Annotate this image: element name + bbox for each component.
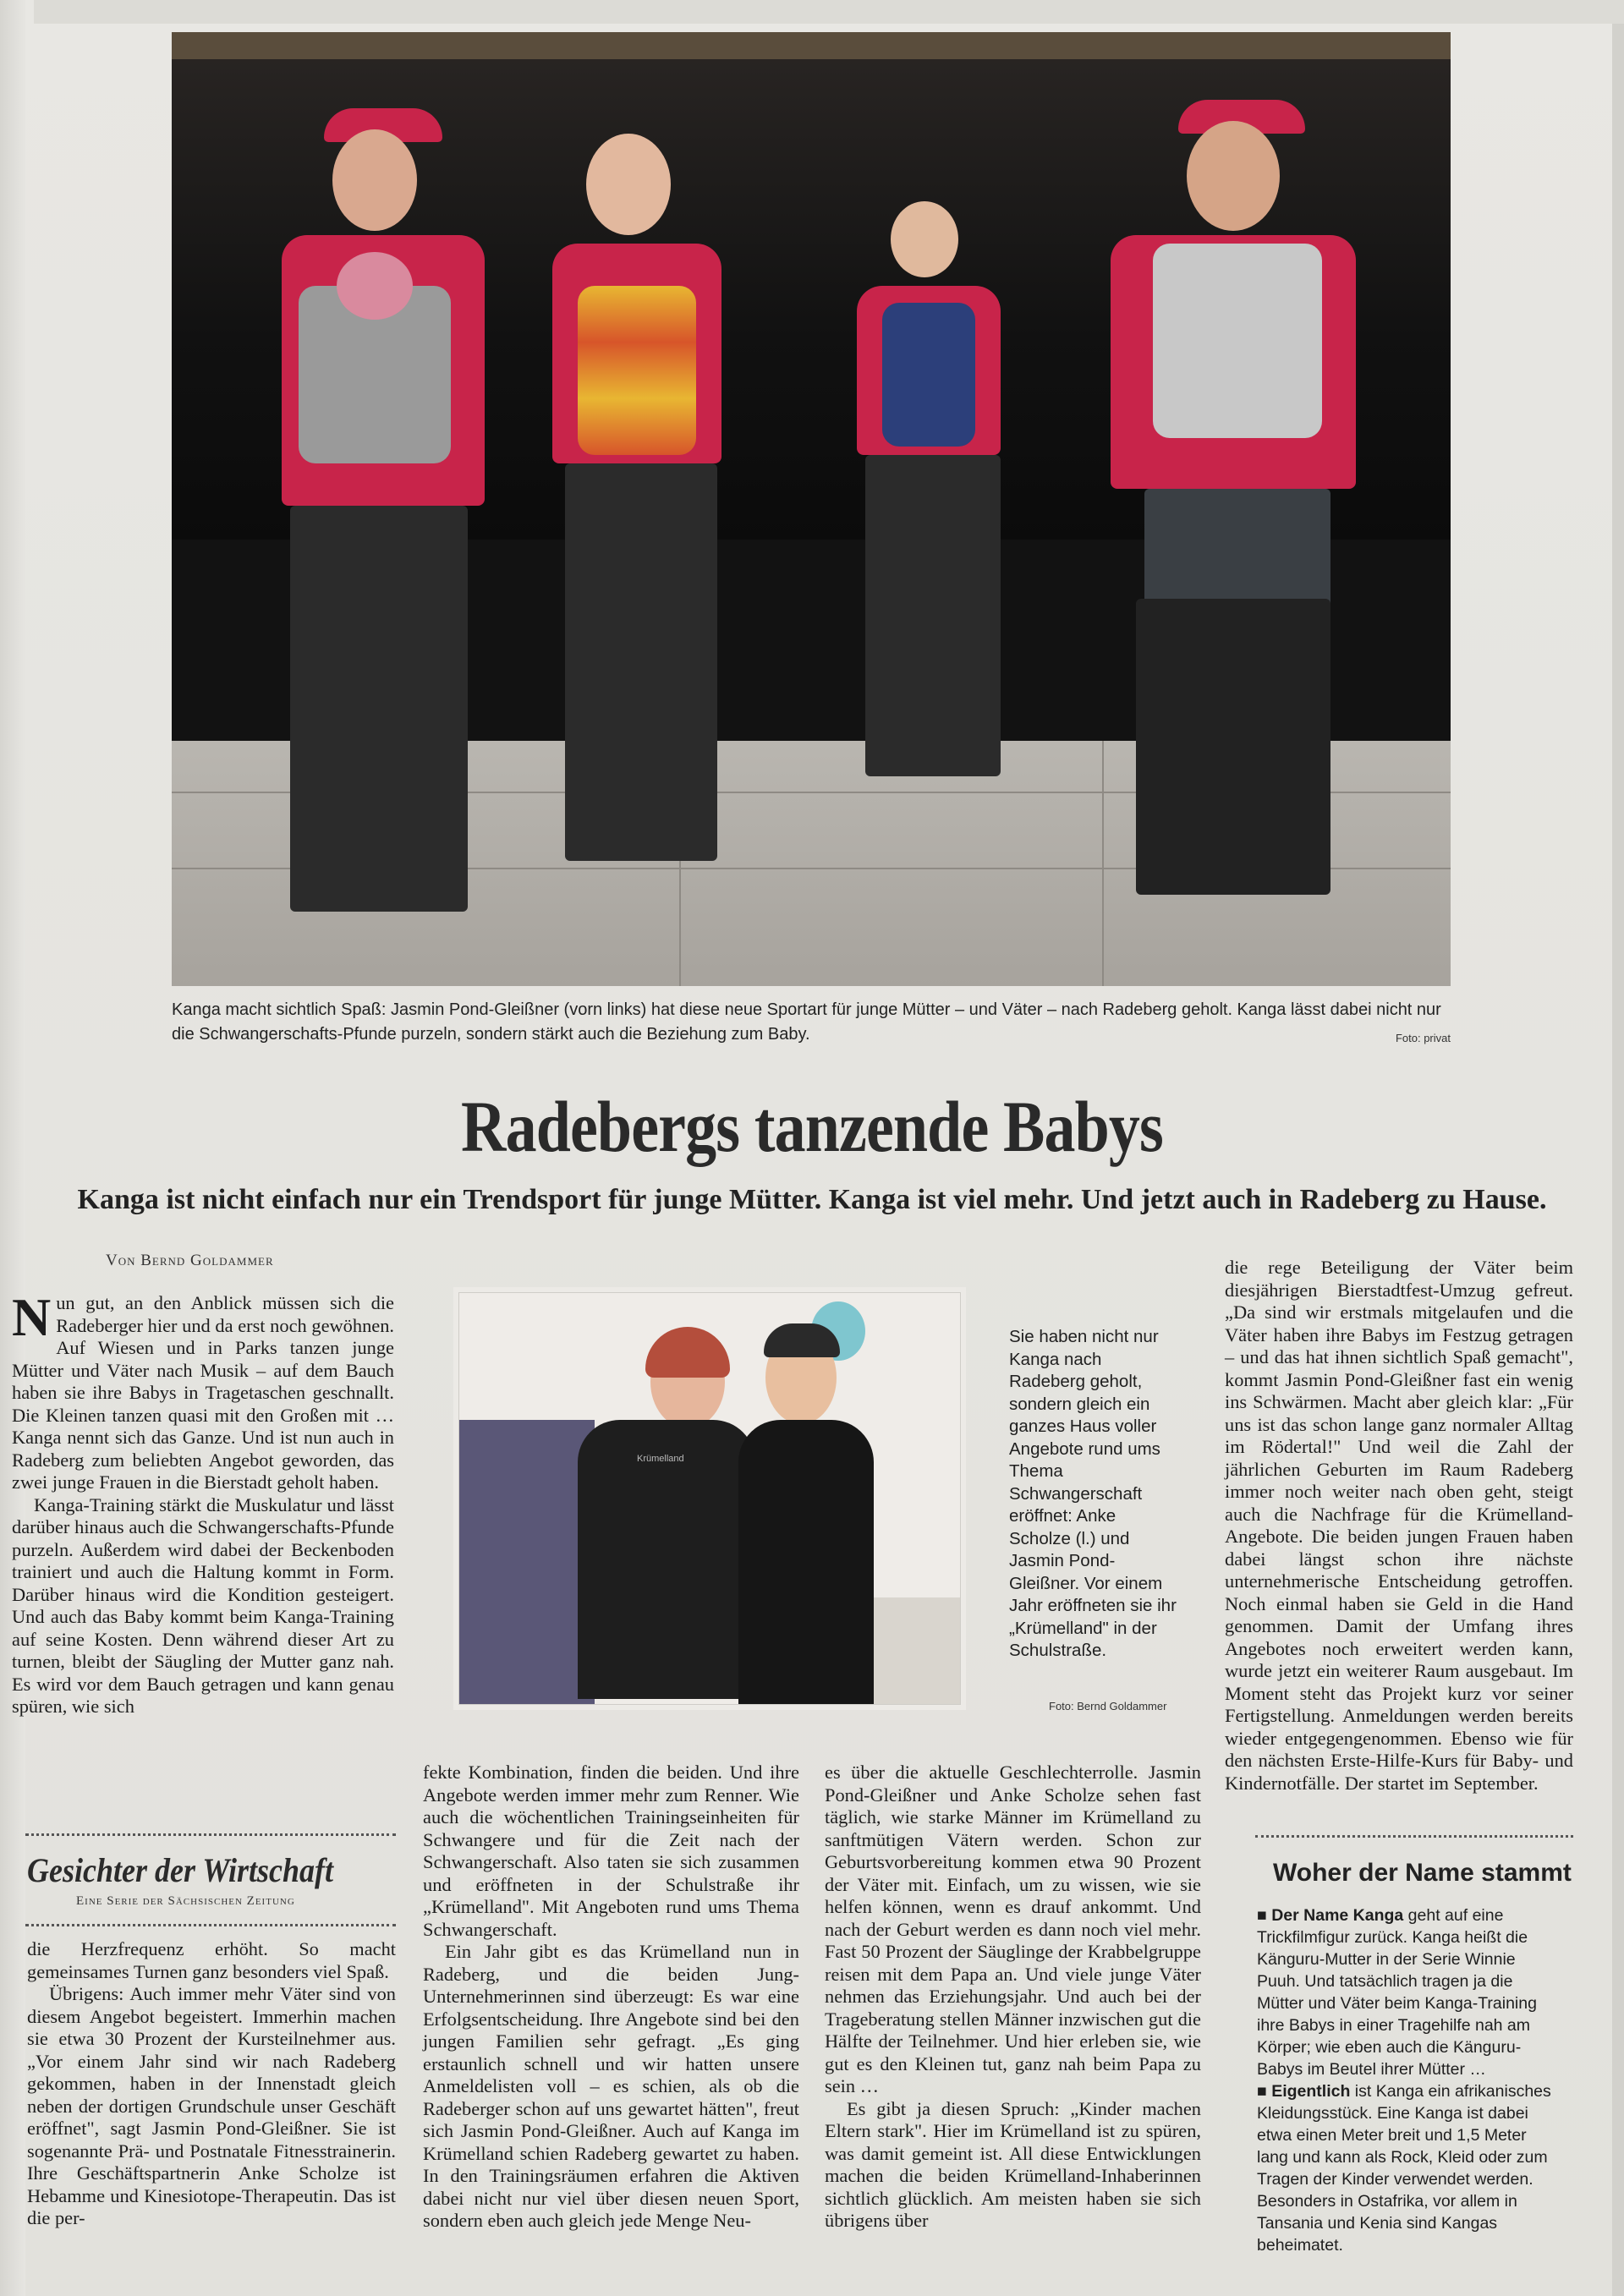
- kanga-dance-photo: [172, 32, 1451, 986]
- article-column-4: [1225, 1257, 1573, 1795]
- photo2-sofa: [459, 1420, 595, 1704]
- photo2-credit: Foto: Bernd Goldammer: [1049, 1700, 1167, 1712]
- photo2-caption: Sie haben nicht nur Kanga nach Radeberg geholt, sondern gleich ein ganzes Haus voller Angebote rund ums Thema Schwangerschaft eröffnet: Anke Scholze (l.) und Jasmin Pond-Gleißner. Vor einem Jahr eröffneten sie ihr „Krümelland" in der Schulstraße.: [1009, 1327, 1177, 1660]
- col1b-paragraph-2: Übrigens: Auch immer mehr Väter sind von diesem Angebot begeistert. Immerhin machen sie etwa 30 Prozent der Kursteilnehmer aus. „Vor einem Jahr sind wir nach Radeberg gekommen, haben in der Innenstadt gleich neben der dortigen Grundschule unser Geschäft eröffnet", sagt Jasmin Pond-Gleißner. Sie ist sogenannte Prä- und Postnatale Fitnesstrainerin. Ihre Geschäftspartnerin Anke Scholze ist Hebamme und Kinesiotope-Therapeutin. Das ist die per-: [27, 1983, 396, 2228]
- infobox-item-1-lead: Der Name Kanga: [1271, 1906, 1404, 1925]
- dancer-back: [840, 201, 1026, 810]
- infobox-item-2-text: ist Kanga ein afrikanisches Kleidungsstück. Eine Kanga ist dabei etwa einen Meter breit und 1,5 Meter lang und kann als Rock, Kleid oder zum Tragen der Kinder verwendet werden. Besonders in Ostafrika, vor allem in Tansania und Kenia sind Kangas beheimatet.: [1257, 2082, 1551, 2255]
- article-column-2: [423, 1762, 799, 2233]
- dropcap: N: [12, 1287, 52, 1347]
- photo1-credit: Foto: privat: [1395, 1032, 1451, 1044]
- col1b-paragraph-1: die Herzfrequenz erhöht. So macht gemeinsames Turnen ganz besonders viel Spaß.: [27, 1938, 396, 1982]
- page-edge-left: [0, 0, 25, 2296]
- photo2-shirt-text: Krümelland: [637, 1454, 684, 1464]
- col3-paragraph-2: Es gibt ja diesen Spruch: „Kinder machen Eltern stark". Hier im Krümelland ist zu spüren, was damit gemeint ist. All diese Entwicklungen machen die beiden Krümelland-Inhaberinnen sichtlich glücklich. Am meisten haben sie sich übrigens über: [825, 2097, 1201, 2231]
- series-rule-top: [25, 1833, 396, 1836]
- col4-paragraph-1: die rege Beteiligung der Väter beim diesjährigen Bierstadtfest-Umzug gefreut. „Da sind wir erstmals mitgelaufen und die Väter haben ihre Babys im Festzug getragen – und das hat ihnen sichtlich Spaß gemacht", kommt Jasmin Pond-Gleißner fast ein wenig ins Schwärmen. Macht aber gleich klar: „Für uns ist das schon lange ganz normaler Alltag im Rödertal!" Und weil die Zahl der jährlichen Geburten im Raum Radeberg immer noch weiter nach oben geht, steigt auch die Nachfrage für die Krümelland-Angebote. Die beiden jungen Frauen haben dabei längst schon ihre nächste unternehmerische Entscheidung getroffen. Noch einmal haben sie Geld in die Hand genommen. Damit der Umfang ihres Angebotes noch erweitert werden kann, wurde jetzt ein weiterer Raum ausgebaut. Im Moment steht das Projekt kurz vor seiner Fertigstellung. Anmeldungen werden bereits wieder entgegengenommen. Ebenso wie für den nächsten Erste-Hilfe-Kurs für Baby- und Kindernotfälle. Der startet im September.: [1225, 1257, 1573, 1794]
- dancer-left: [197, 108, 518, 954]
- series-title: Gesichter der Wirtschaft: [27, 1851, 334, 1889]
- article-headline: Radebergs tanzende Babys: [461, 1086, 1163, 1167]
- infobox-rule: [1255, 1835, 1573, 1838]
- infobox-item-1-text: geht auf eine Trickfilmfigur zurück. Kanga heißt die Känguru-Mutter in der Serie Winnie Puuh. Und tatsächlich tragen ja die Mütter und Väter beim Kanga-Training ihre Babys in einer Tragehilfe nah am Körper; wie eben auch die Känguru-Babys im Beutel ihrer Mütter …: [1257, 1906, 1537, 2079]
- series-subtitle: Eine Serie der Sächsischen Zeitung: [76, 1894, 295, 1908]
- col1-paragraph-2: Kanga-Training stärkt die Muskulatur und lässt darüber hinaus auch die Schwangerschafts-Pfunde purzeln. Außerdem wird dabei der Beckenboden trainiert und auch die Haltung kommt in Form. Darüber hinaus wird die Kondition gesteigert. Und auch das Baby kommt beim Kanga-Training auf seine Kosten. Denn während dieser Art zu turnen, bleibt der Säugling der Mutter ganz nah. Es wird vor dem Bauch getragen und kann genau spüren, wie sich: [12, 1493, 394, 1717]
- col2-paragraph-2: Ein Jahr gibt es das Krümelland nun in Radeberg, und die beiden Jung-Unternehmerinnen sind überzeugt: Es war eine Erfolgsentscheidung. Ihre Angebote sind bei den jungen Familien sehr gefragt. „Es ging erstaunlich schnell und wir hatten unsere Anmeldelisten voll – es schien, als ob die Radeberger schon auf uns gewartet hätten", freut sich Jasmin Pond-Gleißner. Auch auf Kanga im Krümelland schien Radeberg gewartet zu haben. In den Trainingsräumen erfahren die Aktiven dabei nicht nur viel über diesen neuen Sport, sondern eben auch gleich jede Menge Neu-: [423, 1941, 799, 2231]
- article-column-3: [825, 1762, 1201, 2233]
- series-rule-bottom: [25, 1924, 396, 1926]
- dancer-right: [1060, 100, 1398, 945]
- infobox-text: [1257, 1904, 1561, 2256]
- stage-roof: [172, 32, 1451, 59]
- article-column-1: [12, 1287, 394, 1718]
- photo1-caption: Kanga macht sichtlich Spaß: Jasmin Pond-Gleißner (vorn links) hat diese neue Sportart für junge Mütter – und Väter – nach Radeberg geholt. Kanga lässt dabei nicht nur die Schwangerschafts-Pfunde purzeln, sondern stärkt auch die Beziehung zum Baby.: [172, 1000, 1441, 1044]
- infobox-item-2: ■ Eigentlich ist Kanga ein afrikanisches Kleidungsstück. Eine Kanga ist dabei etwa einen Meter breit und 1,5 Meter lang und kann als Rock, Kleid oder zum Tragen der Kinder verwendet werden. Besonders in Ostafrika, vor allem in Tansania und Kenia sind Kangas beheimatet.: [1257, 2082, 1551, 2255]
- dancer-center: [535, 134, 755, 895]
- top-strip: [34, 0, 1624, 24]
- page-edge-right: [1612, 0, 1624, 2296]
- col3-paragraph-1: es über die aktuelle Geschlechterrolle. Jasmin Pond-Gleißner und Anke Scholze sehen fast täglich, wie starke Männer im Krümelland zu sanftmütigen Vätern werden. Schon zur Geburtsvorbereitung kommen etwa 90 Prozent der Väter mit. Einfach, um zu wissen, wie sie helfen können, wenn es drauf ankommt. Und nach der Geburt werden es dann noch viel mehr. Fast 50 Prozent der Säuglinge der Krabbelgruppe reisen mit dem Papa an. Und viele junge Väter nehmen das Erziehungsjahr. Und auch bei der Trageberatung stellen Männer inzwischen gut die Hälfte der Teilnehmer. Und hier erleben sie, wie gut es den Kleinen tut, ganz nah beim Papa zu sein …: [825, 1762, 1201, 2096]
- founders-photo: [458, 1292, 961, 1705]
- article-column-1b: [27, 1938, 396, 2230]
- col1-paragraph-1: un gut, an den Anblick müssen sich die Radeberger hier und da erst noch gewöhnen. Auf Wiesen und in Parks tanzen junge Mütter und Väter nach Musik – auf dem Bauch haben sie ihre Babys in Tragetaschen geschnallt. Die Kleinen tanzen quasi mit den Großen mit … Kanga nennt sich das Ganze. Und ist nun auch in Radeberg zum beliebten Angebot geworden, das zwei junge Frauen in die Bierstadt geholt haben.: [12, 1292, 394, 1493]
- infobox-item-2-lead: Eigentlich: [1271, 2082, 1351, 2101]
- article-subheadline: Kanga ist nicht einfach nur ein Trendsport für junge Mütter. Kanga ist viel mehr. Und jetzt auch in Radeberg zu Hause.: [77, 1184, 1547, 1215]
- col2-paragraph-1: fekte Kombination, finden die beiden. Und ihre Angebote werden immer mehr zum Renner. Wie auch die wöchentlichen Trainingseinheiten für Schwangere und für die Zeit nach der Schwangerschaft. Also taten sie sich zusammen und eröffneten in der Schulstraße ihr „Krümelland". Mit Angeboten rund ums Thema Schwangerschaft.: [423, 1762, 799, 1940]
- infobox-item-1: ■ Der Name Kanga geht auf eine Trickfilmfigur zurück. Kanga heißt die Känguru-Mutter in der Serie Winnie Puuh. Und tatsächlich tragen ja die Mütter und Väter beim Kanga-Training ihre Babys in einer Tragehilfe nah am Körper; wie eben auch die Känguru-Babys im Beutel ihrer Mütter …: [1257, 1906, 1537, 2079]
- infobox-title: Woher der Name stammt: [1273, 1859, 1572, 1887]
- article-byline: Von Bernd Goldammer: [106, 1252, 274, 1269]
